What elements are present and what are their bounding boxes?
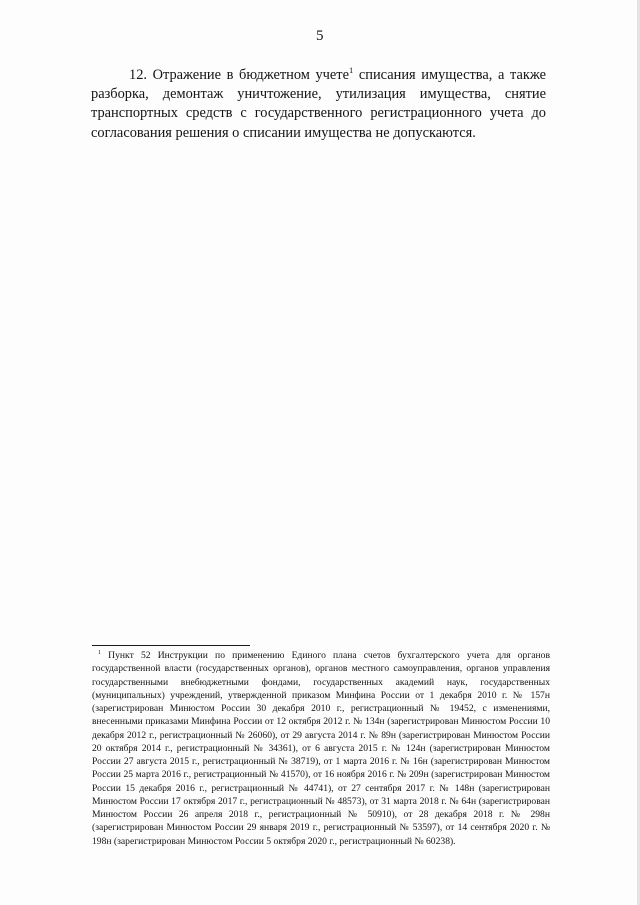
paragraph-text-end: списания имущества, а также разборка, демонтаж уничтожение, утилизация имущества, снятие транспортных средств с государственного регистрационного учета до согласования решения о списании имущества не допускаются. (91, 67, 546, 141)
footnote-reference[interactable]: 1 (349, 65, 354, 76)
paragraph-text-start: 12. Отражение в бюджетном учете (129, 67, 349, 83)
page-number: 5 (316, 28, 324, 44)
paragraph-12 (91, 66, 546, 143)
footnote (92, 649, 550, 848)
footnote-separator (92, 645, 250, 646)
footnote-text: Пункт 52 Инструкции по применению Единого плана счетов бухгалтерского учета для органов государственной власти (государственных органов), органов местного самоуправления, органов управления государственными внебюджетными фондами, государственных академий наук, государственных (муниципальных) учреждений, утвержденной приказом Минфина России от 1 декабря 2010 г. № 157н (зарегистрирован Минюстом России 30 декабря 2010 г., регистрационный № 19452, с изменениями, внесенными приказами Минфина России от 12 октября 2012 г. № 134н (зарегистрирован Минюстом России 10 декабря 2012 г., регистрационный № 26060), от 29 августа 2014 г. № 89н (зарегистрирован Минюстом России 20 октября 2014 г., регистрационный № 34361), от 6 августа 2015 г. № 124н (зарегистрирован Минюстом России 27 августа 2015 г., регистрационный № 38719), от 1 марта 2016 г. № 16н (зарегистрирован Минюстом России 25 марта 2016 г., регистрационный № 41570), от 16 ноября 2016 г. № 209н (зарегистрирован Минюстом России 15 декабря 2016 г., регистрационный № 44741), от 27 сентября 2017 г. № 148н (зарегистрирован Минюстом России 17 октября 2017 г., регистрационный № 48573), от 31 марта 2018 г. № 64н (зарегистрирован Минюстом России 26 апреля 2018 г., регистрационный № 50910), от 28 декабря 2018 г. № 298н (зарегистрирован Минюстом России 29 января 2019 г., регистрационный № 53597), от 14 сентября 2020 г. № 198н (зарегистрирован Минюстом России 5 октября 2020 г., регистрационный № 60238). (92, 650, 550, 847)
footnote-mark: 1 (98, 649, 101, 656)
